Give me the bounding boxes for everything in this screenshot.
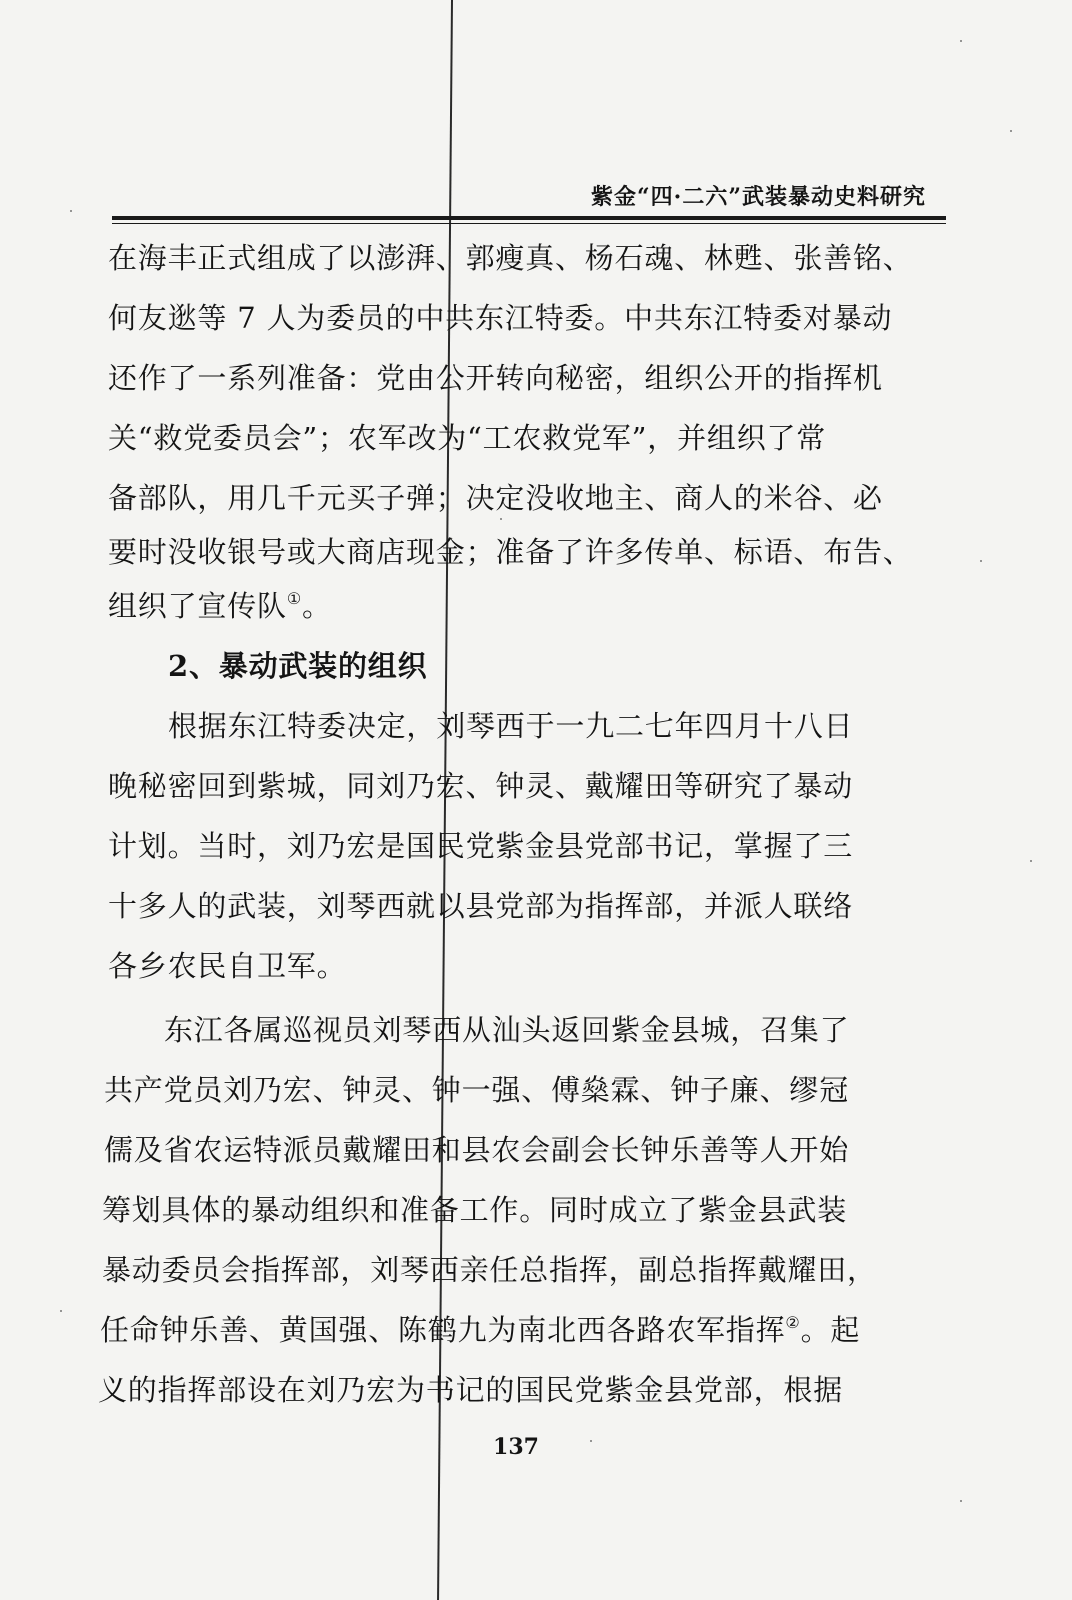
scan-speck	[70, 210, 72, 212]
body-line-text: 。	[301, 589, 332, 623]
scan-speck	[960, 40, 962, 42]
body-line: 义的指挥部设在刘乃宏为书记的国民党紫金县党部，根据	[98, 1373, 844, 1407]
body-line: 何友逖等 7 人为委员的中共东江特委。中共东江特委对暴动	[108, 301, 893, 335]
body-line-text: 任命钟乐善、黄国强、陈鹤九为南北西各路农军指挥	[100, 1313, 786, 1347]
body-line: 筹划具体的暴动组织和准备工作。同时成立了紫金县武装	[102, 1193, 848, 1227]
body-line: 备部队，用几千元买子弹；决定没收地主、商人的米谷、必	[108, 481, 883, 515]
body-line-text: 组织了宣传队	[108, 589, 287, 623]
body-line: 儒及省农运特派员戴耀田和县农会副会长钟乐善等人开始	[104, 1133, 850, 1167]
scan-speck	[590, 1440, 592, 1442]
body-line-text: 。起	[800, 1313, 861, 1347]
body-line: 暴动委员会指挥部，刘琴西亲任总指挥，副总指挥戴耀田，	[102, 1253, 877, 1287]
footnote-marker: ②	[785, 1313, 801, 1332]
scan-speck	[980, 560, 982, 562]
footnote-marker: ①	[286, 589, 302, 608]
body-line: 共产党员刘乃宏、钟灵、钟一强、傅燊霖、钟子廉、缪冠	[104, 1073, 850, 1107]
paragraph-first-line: 东江各属巡视员刘琴西从汕头返回紫金县城，召集了	[164, 1013, 850, 1047]
body-line: 计划。当时，刘乃宏是国民党紫金县党部书记，掌握了三	[108, 829, 854, 863]
body-line: 十多人的武装，刘琴西就以县党部为指挥部，并派人联络	[108, 889, 854, 923]
section-heading: 2、暴动武装的组织	[168, 649, 428, 683]
body-line: 晚秘密回到紫城，同刘乃宏、钟灵、戴耀田等研究了暴动	[108, 769, 854, 803]
body-line-with-footnote	[108, 586, 938, 626]
running-header-title: 紫金“四·二六”武装暴动史料研究	[591, 184, 926, 210]
body-line: 关“救党委员会”；农军改为“工农救党军”，并组织了常	[108, 421, 827, 455]
header-rule-thick	[112, 216, 946, 220]
scan-speck	[500, 518, 502, 520]
scan-speck	[960, 1500, 962, 1502]
header-rule-thin	[112, 223, 946, 224]
body-line: 各乡农民自卫军。	[108, 949, 347, 983]
paragraph-first-line: 根据东江特委决定，刘琴西于一九二七年四月十八日	[168, 709, 854, 743]
page-number: 137	[493, 1434, 539, 1460]
body-line: 要时没收银号或大商店现金；准备了许多传单、标语、布告、	[108, 535, 913, 569]
body-line: 还作了一系列准备：党由公开转向秘密，组织公开的指挥机	[108, 361, 883, 395]
scan-speck	[60, 1310, 62, 1312]
body-line: 在海丰正式组成了以澎湃、郭瘦真、杨石魂、林甦、张善铭、	[108, 241, 913, 275]
body-line-with-footnote	[100, 1310, 930, 1350]
scan-speck	[1010, 130, 1012, 132]
scan-speck	[1030, 860, 1032, 862]
